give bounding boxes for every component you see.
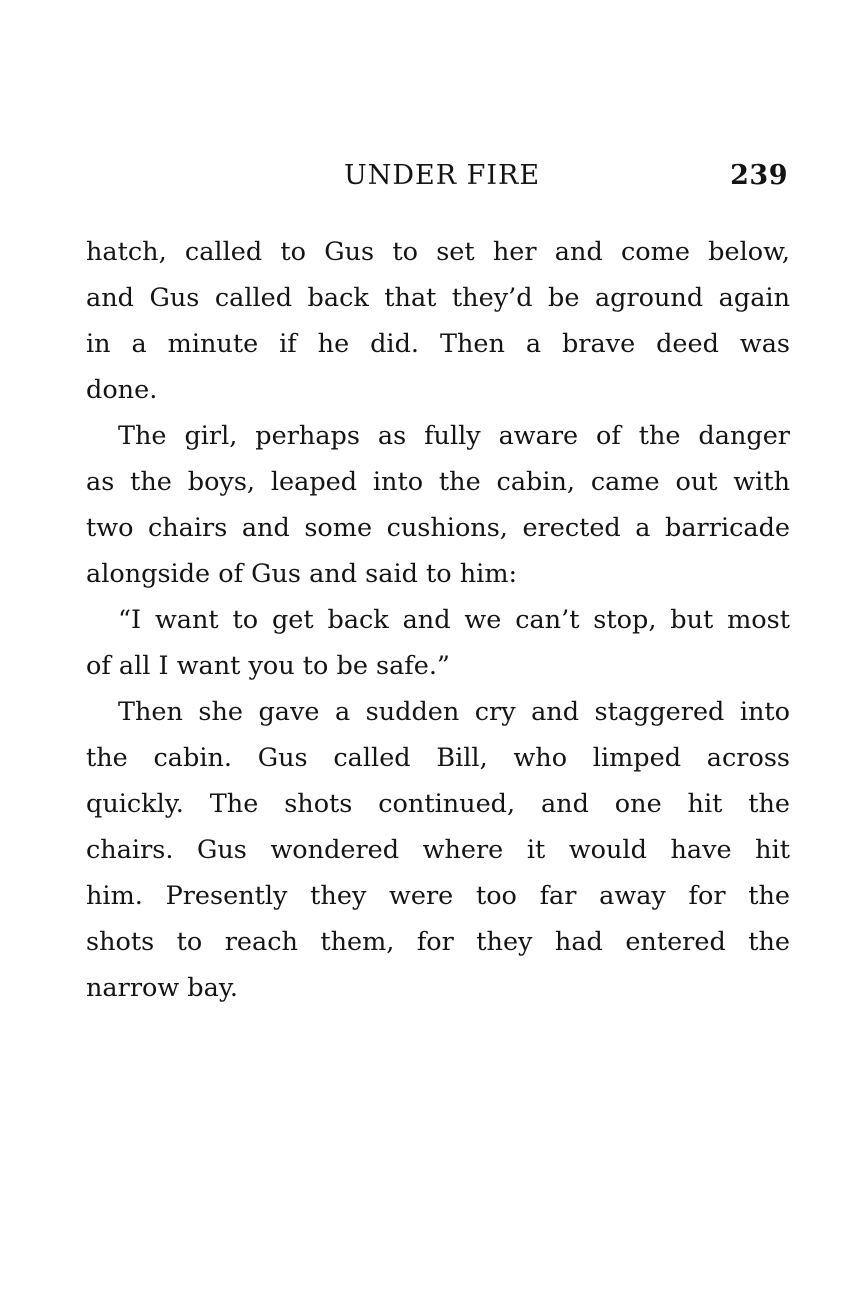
- text-line: him. Presently they were too far away for the: [86, 881, 790, 911]
- text-line: The girl, perhaps as fully aware of the danger: [118, 421, 790, 451]
- paragraph: [86, 229, 790, 413]
- text-line: alongside of Gus and said to him:: [86, 559, 518, 589]
- text-line: chairs. Gus wondered where it would have hit: [86, 835, 790, 865]
- page-number: 239: [730, 160, 788, 191]
- chapter-title: UNDER FIRE: [343, 160, 541, 191]
- paragraph: [86, 597, 790, 689]
- text-line: hatch, called to Gus to set her and come below,: [86, 237, 790, 267]
- text-line: quickly. The shots continued, and one hit the: [86, 789, 790, 819]
- text-line: “I want to get back and we can’t stop, but most: [118, 605, 790, 635]
- text-line: in a minute if he did. Then a brave deed was: [86, 329, 790, 359]
- paragraph: [86, 413, 790, 597]
- text-line: as the boys, leaped into the cabin, came out with: [86, 467, 790, 497]
- text-line: and Gus called back that they’d be aground again: [86, 283, 790, 313]
- text-line: the cabin. Gus called Bill, who limped across: [86, 743, 790, 773]
- text-line: narrow bay.: [86, 973, 238, 1003]
- text-line: shots to reach them, for they had entered the: [86, 927, 790, 957]
- body-text: [86, 229, 790, 1011]
- text-line: Then she gave a sudden cry and staggered into: [118, 697, 790, 727]
- paragraph: [86, 689, 790, 1011]
- text-line: done.: [86, 375, 158, 405]
- text-line: two chairs and some cushions, erected a barricade: [86, 513, 790, 543]
- text-line: of all I want you to be safe.”: [86, 651, 450, 681]
- running-head: [86, 156, 788, 196]
